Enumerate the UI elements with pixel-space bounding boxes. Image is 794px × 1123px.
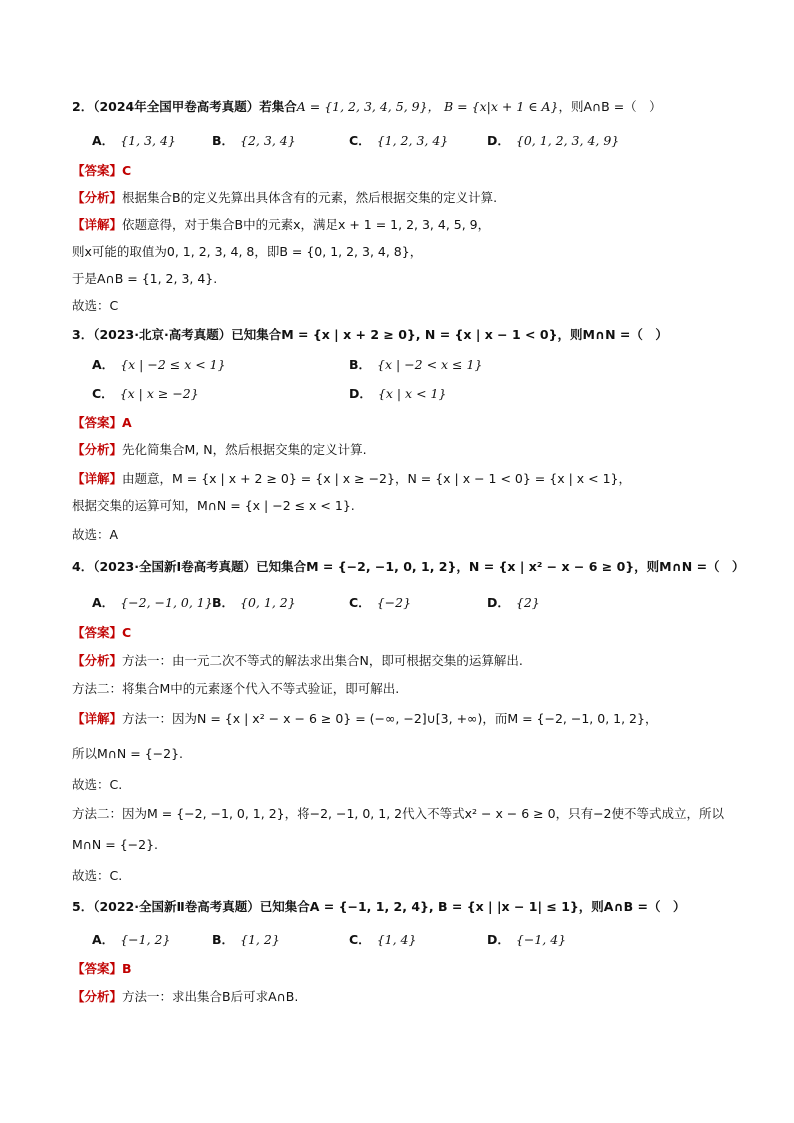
option-text: {0, 1, 2}	[240, 595, 296, 610]
option-text: {2, 3, 4}	[240, 133, 296, 148]
q4-detail-3: 方法二：因为M = {−2, −1, 0, 1, 2}，将−2, −1, 0, 1, 2代入不等式x² − x − 6 ≥ 0，只有−2使不等式成立，所以	[72, 806, 725, 821]
option-label: B．	[349, 357, 372, 372]
option-text: {−1, 4}	[515, 932, 567, 947]
q4-choose-2: 故选：C.	[72, 868, 123, 883]
analysis-text: 方法一：由一元二次不等式的解法求出集合N，即可根据交集的运算解出.	[122, 653, 523, 668]
q4-analysis-2: 方法二：将集合M中的元素逐个代入不等式验证，即可解出.	[72, 681, 400, 696]
q2-answer	[72, 162, 754, 180]
q4-detail-4: M∩N = {−2}.	[72, 837, 159, 852]
q3-option-d	[349, 385, 446, 403]
q3-detail-2: 根据交集的运算可知，M∩N = {x | −2 ≤ x < 1}.	[72, 498, 355, 513]
question-2-math: A = {1, 2, 3, 4, 5, 9}， B = {x|x + 1 ∈ A}	[296, 99, 559, 114]
answer-value: B	[122, 961, 132, 976]
q3-option-a	[92, 356, 226, 374]
question-2-suffix: ，则A∩B =（ ）	[558, 99, 662, 114]
q2-analysis	[72, 189, 754, 207]
option-label: C．	[349, 595, 371, 610]
option-label: B．	[212, 932, 235, 947]
q2-option-c	[349, 132, 448, 150]
option-text: {x | −2 ≤ x < 1}	[120, 357, 226, 372]
analysis-tag: 【分析】	[72, 653, 123, 668]
q2-detail-2: 则x可能的取值为0, 1, 2, 3, 4, 8，即B = {0, 1, 2, 3, 4, 8}，	[72, 244, 423, 259]
option-text: {−1, 2}	[120, 932, 171, 947]
q2-choose: 故选：C	[72, 298, 119, 313]
option-text: {x | x < 1}	[377, 386, 447, 401]
option-text: {x | −2 < x ≤ 1}	[377, 357, 483, 372]
answer-tag: 【答案】	[72, 961, 123, 976]
option-label: D．	[487, 133, 510, 148]
answer-tag: 【答案】	[72, 163, 123, 178]
option-label: B．	[212, 133, 235, 148]
q4-option-a	[92, 594, 213, 612]
analysis-text: 先化简集合M, N，然后根据交集的定义计算.	[122, 442, 367, 457]
option-text: {2}	[515, 595, 540, 610]
q4-answer	[72, 624, 754, 642]
question-4-stem: 4．（2023·全国新Ⅰ卷高考真题）已知集合M = {−2, −1, 0, 1, 2}，N = {x | x² − x − 6 ≥ 0}，则M∩N =（ ）	[72, 559, 745, 574]
detail-text: 由题意，M = {x | x + 2 ≥ 0} = {x | x ≥ −2}，N = {x | x − 1 < 0} = {x | x < 1}，	[122, 471, 631, 486]
answer-tag: 【答案】	[72, 415, 123, 430]
option-label: C．	[349, 932, 371, 947]
q2-detail-1	[72, 216, 754, 234]
q4-detail-1	[72, 710, 754, 728]
option-text: {1, 2}	[240, 932, 280, 947]
analysis-text: 方法一：求出集合B后可求A∩B.	[122, 989, 299, 1004]
detail-tag: 【详解】	[72, 217, 123, 232]
question-5-stem: 5．（2022·全国新Ⅱ卷高考真题）已知集合A = {−1, 1, 2, 4}, B = {x | |x − 1| ≤ 1}，则A∩B =（ ）	[72, 899, 686, 914]
detail-tag: 【详解】	[72, 471, 123, 486]
answer-value: C	[122, 625, 132, 640]
detail-text: 方法一：因为N = {x | x² − x − 6 ≥ 0} = (−∞, −2]∪[3, +∞)，而M = {−2, −1, 0, 1, 2}，	[122, 711, 658, 726]
q3-choose: 故选：A	[72, 527, 119, 542]
q4-option-c	[349, 594, 411, 612]
option-label: B．	[212, 595, 235, 610]
q4-detail-2: 所以M∩N = {−2}.	[72, 746, 184, 761]
option-text: {1, 4}	[376, 932, 417, 947]
option-text: {1, 2, 3, 4}	[376, 133, 449, 148]
answer-value: A	[122, 415, 132, 430]
q5-analysis	[72, 988, 754, 1006]
option-label: A．	[92, 357, 115, 372]
question-3-stem: 3．（2023·北京·高考真题）已知集合M = {x | x + 2 ≥ 0}, N = {x | x − 1 < 0}，则M∩N =（ ）	[72, 327, 668, 342]
q2-option-d	[487, 132, 619, 150]
option-label: D．	[487, 932, 510, 947]
analysis-tag: 【分析】	[72, 442, 123, 457]
option-label: D．	[487, 595, 510, 610]
q5-option-a	[92, 931, 170, 949]
option-text: {−2}	[376, 595, 412, 610]
option-label: A．	[92, 595, 115, 610]
q5-option-c	[349, 931, 416, 949]
q3-option-c	[92, 385, 199, 403]
option-text: {1, 3, 4}	[120, 133, 176, 148]
q4-option-b	[212, 594, 296, 612]
detail-text: 依题意得，对于集合B中的元素x，满足x + 1 = 1, 2, 3, 4, 5, 9，	[122, 217, 491, 232]
option-label: D．	[349, 386, 372, 401]
q3-detail-1	[72, 470, 754, 488]
q4-option-d	[487, 594, 540, 612]
option-label: A．	[92, 932, 115, 947]
q4-choose-1: 故选：C.	[72, 777, 123, 792]
q3-analysis	[72, 441, 754, 459]
option-label: C．	[92, 386, 114, 401]
answer-value: C	[122, 163, 132, 178]
q4-analysis-1	[72, 652, 754, 670]
q3-option-b	[349, 356, 482, 374]
analysis-tag: 【分析】	[72, 190, 123, 205]
option-label: C．	[349, 133, 371, 148]
question-2-prefix: 2．（2024年全国甲卷高考真题）若集合	[72, 99, 297, 114]
q3-answer	[72, 414, 754, 432]
option-text: {−2, −1, 0, 1}	[120, 595, 213, 610]
option-text: {x | x ≥ −2}	[119, 386, 199, 401]
q5-answer	[72, 960, 754, 978]
analysis-text: 根据集合B的定义先算出具体含有的元素，然后根据交集的定义计算.	[122, 190, 498, 205]
q5-option-b	[212, 931, 280, 949]
option-text: {0, 1, 2, 3, 4, 9}	[515, 133, 620, 148]
analysis-tag: 【分析】	[72, 989, 123, 1004]
detail-tag: 【详解】	[72, 711, 123, 726]
option-label: A．	[92, 133, 115, 148]
q5-option-d	[487, 931, 566, 949]
q2-option-b	[212, 132, 296, 150]
q2-option-a	[92, 132, 176, 150]
q2-detail-3: 于是A∩B = {1, 2, 3, 4}.	[72, 271, 218, 286]
answer-tag: 【答案】	[72, 625, 123, 640]
question-2-stem	[72, 98, 754, 116]
